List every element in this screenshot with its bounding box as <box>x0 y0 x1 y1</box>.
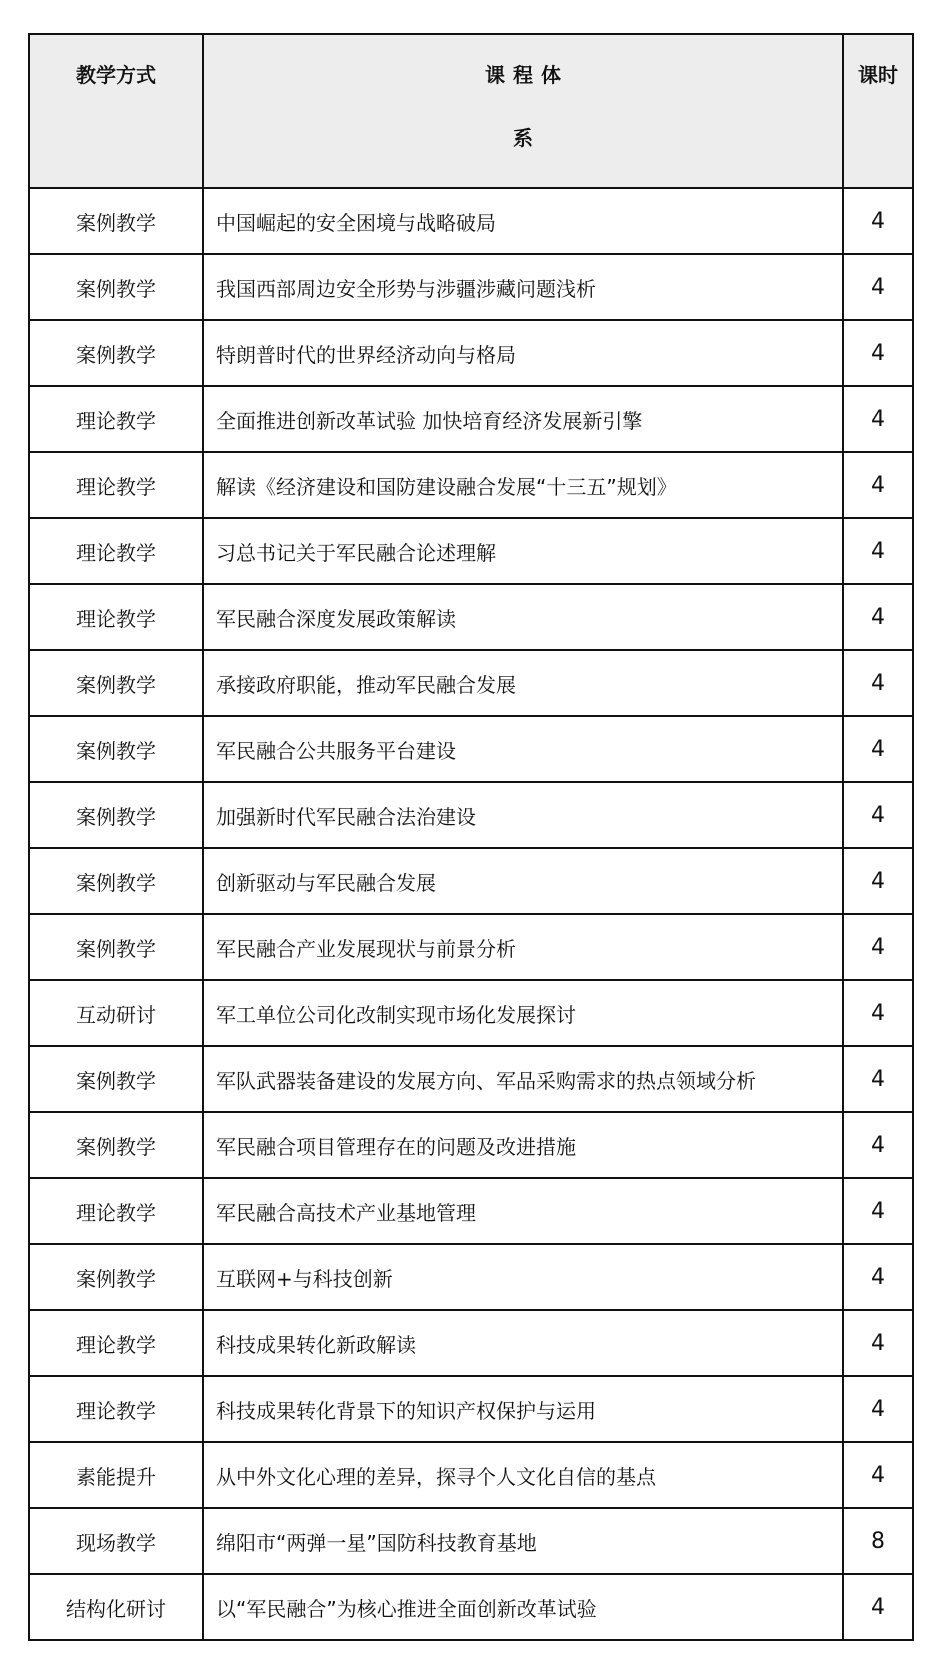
table-row <box>29 584 913 650</box>
hours-cell: 4 <box>843 254 913 320</box>
course-cell: 加强新时代军民融合法治建设 <box>203 782 843 848</box>
table-row <box>29 386 913 452</box>
method-cell: 案例教学 <box>29 188 203 254</box>
course-cell: 承接政府职能，推动军民融合发展 <box>203 650 843 716</box>
hours-cell: 4 <box>843 518 913 584</box>
table-row <box>29 848 913 914</box>
method-cell: 理论教学 <box>29 1178 203 1244</box>
table-row <box>29 1112 913 1178</box>
method-cell: 理论教学 <box>29 1310 203 1376</box>
course-cell: 军民融合项目管理存在的问题及改进措施 <box>203 1112 843 1178</box>
hours-cell: 4 <box>843 1178 913 1244</box>
course-cell: 军民融合公共服务平台建设 <box>203 716 843 782</box>
hours-cell: 4 <box>843 1442 913 1508</box>
course-cell: 从中外文化心理的差异，探寻个人文化自信的基点 <box>203 1442 843 1508</box>
course-cell: 特朗普时代的世界经济动向与格局 <box>203 320 843 386</box>
table-row <box>29 782 913 848</box>
course-cell: 创新驱动与军民融合发展 <box>203 848 843 914</box>
course-cell: 我国西部周边安全形势与涉疆涉藏问题浅析 <box>203 254 843 320</box>
table-row <box>29 188 913 254</box>
course-table-container <box>28 33 912 1641</box>
table-row <box>29 320 913 386</box>
hours-cell: 4 <box>843 320 913 386</box>
course-cell: 中国崛起的安全困境与战略破局 <box>203 188 843 254</box>
hours-cell: 8 <box>843 1508 913 1574</box>
method-cell: 理论教学 <box>29 452 203 518</box>
header-course-system-line1: 课程体 <box>485 63 569 87</box>
method-cell: 现场教学 <box>29 1508 203 1574</box>
table-row <box>29 1508 913 1574</box>
hours-cell: 4 <box>843 1046 913 1112</box>
hours-cell: 4 <box>843 716 913 782</box>
hours-cell: 4 <box>843 188 913 254</box>
method-cell: 理论教学 <box>29 584 203 650</box>
course-cell: 军工单位公司化改制实现市场化发展探讨 <box>203 980 843 1046</box>
table-row <box>29 1442 913 1508</box>
hours-cell: 4 <box>843 914 913 980</box>
table-row <box>29 452 913 518</box>
table-row <box>29 1310 913 1376</box>
method-cell: 案例教学 <box>29 914 203 980</box>
hours-cell: 4 <box>843 848 913 914</box>
course-cell: 军队武器装备建设的发展方向、军品采购需求的热点领域分析 <box>203 1046 843 1112</box>
method-cell: 素能提升 <box>29 1442 203 1508</box>
table-row <box>29 980 913 1046</box>
course-cell: 互联网+与科技创新 <box>203 1244 843 1310</box>
hours-cell: 4 <box>843 1376 913 1442</box>
hours-cell: 4 <box>843 1310 913 1376</box>
course-cell: 科技成果转化背景下的知识产权保护与运用 <box>203 1376 843 1442</box>
hours-cell: 4 <box>843 1112 913 1178</box>
table-row <box>29 1376 913 1442</box>
method-cell: 结构化研讨 <box>29 1574 203 1640</box>
course-cell: 军民融合产业发展现状与前景分析 <box>203 914 843 980</box>
hours-cell: 4 <box>843 452 913 518</box>
method-cell: 案例教学 <box>29 320 203 386</box>
method-cell: 案例教学 <box>29 716 203 782</box>
method-cell: 理论教学 <box>29 386 203 452</box>
course-cell: 解读《经济建设和国防建设融合发展“十三五”规划》 <box>203 452 843 518</box>
header-hours: 课时 <box>843 34 913 188</box>
course-cell: 科技成果转化新政解读 <box>203 1310 843 1376</box>
course-cell: 全面推进创新改革试验 加快培育经济发展新引擎 <box>203 386 843 452</box>
course-table <box>28 33 914 1641</box>
table-row <box>29 1046 913 1112</box>
table-row <box>29 518 913 584</box>
hours-cell: 4 <box>843 650 913 716</box>
header-row <box>29 34 913 188</box>
hours-cell: 4 <box>843 782 913 848</box>
hours-cell: 4 <box>843 1574 913 1640</box>
table-row <box>29 1178 913 1244</box>
table-body <box>29 188 913 1640</box>
course-cell: 习总书记关于军民融合论述理解 <box>203 518 843 584</box>
table-header <box>29 34 913 188</box>
header-course-system <box>203 34 843 188</box>
hours-cell: 4 <box>843 980 913 1046</box>
method-cell: 理论教学 <box>29 1376 203 1442</box>
method-cell: 案例教学 <box>29 650 203 716</box>
method-cell: 案例教学 <box>29 1046 203 1112</box>
method-cell: 案例教学 <box>29 254 203 320</box>
hours-cell: 4 <box>843 584 913 650</box>
method-cell: 案例教学 <box>29 782 203 848</box>
method-cell: 案例教学 <box>29 1112 203 1178</box>
header-teaching-method: 教学方式 <box>29 34 203 188</box>
method-cell: 案例教学 <box>29 1244 203 1310</box>
table-row <box>29 1574 913 1640</box>
hours-cell: 4 <box>843 1244 913 1310</box>
method-cell: 案例教学 <box>29 848 203 914</box>
course-cell: 军民融合高技术产业基地管理 <box>203 1178 843 1244</box>
table-row <box>29 716 913 782</box>
table-row <box>29 1244 913 1310</box>
table-row <box>29 254 913 320</box>
header-course-system-line2: 系 <box>513 126 533 150</box>
table-row <box>29 914 913 980</box>
table-row <box>29 650 913 716</box>
course-cell: 军民融合深度发展政策解读 <box>203 584 843 650</box>
method-cell: 理论教学 <box>29 518 203 584</box>
course-cell: 绵阳市“两弹一星”国防科技教育基地 <box>203 1508 843 1574</box>
hours-cell: 4 <box>843 386 913 452</box>
course-cell: 以“军民融合”为核心推进全面创新改革试验 <box>203 1574 843 1640</box>
method-cell: 互动研讨 <box>29 980 203 1046</box>
